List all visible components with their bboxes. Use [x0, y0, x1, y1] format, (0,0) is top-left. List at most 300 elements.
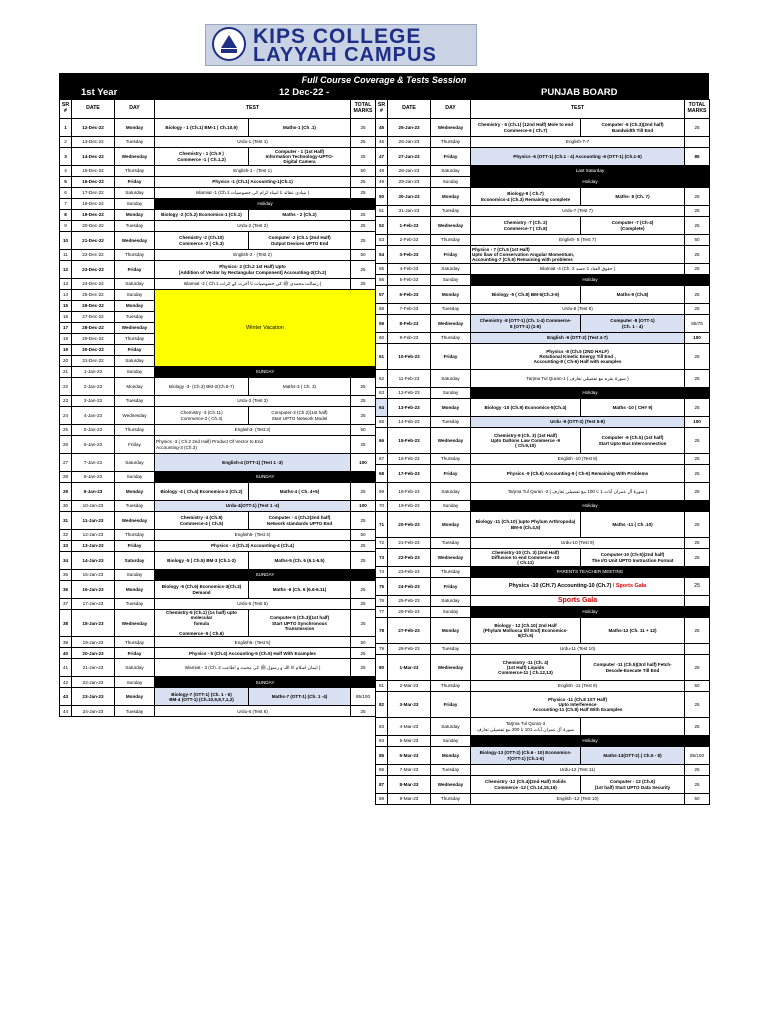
test-cell-secondary: Computer - 1 (1st Half) Information Technology-UPTO- Digital Camera [249, 148, 351, 166]
table-row [376, 177, 710, 188]
row-sr: 6 [60, 188, 72, 199]
row-sr: 32 [60, 530, 72, 541]
row-day: Wednesday [431, 655, 471, 681]
row-sr: 23 [60, 396, 72, 407]
row-marks: 50 [351, 166, 376, 177]
row-sr: 28 [60, 472, 72, 483]
row-sr: 3 [60, 148, 72, 166]
row-day: Sunday [431, 388, 471, 399]
schedule-subheader [59, 87, 709, 99]
test-cell-secondary: Maths-5 (Ch. 6 (6.1-6.5) [249, 552, 351, 570]
col-sr: SR # [60, 100, 72, 119]
test-cell: Urdu-5 (Test 5) [155, 599, 351, 610]
row-day: Tuesday [115, 221, 155, 232]
row-marks: 25 [351, 261, 376, 279]
college-name: KIPS COLLEGE [253, 25, 422, 48]
row-sr: 84 [376, 736, 388, 747]
row-sr: 22 [60, 378, 72, 396]
holiday-cell: Holiday [471, 388, 710, 399]
table-row [60, 483, 376, 501]
row-marks: 50 [351, 250, 376, 261]
table-row [376, 246, 710, 264]
row-marks: 25 [351, 148, 376, 166]
row-day: Friday [431, 578, 471, 596]
table-row [376, 206, 710, 217]
row-day: Thursday [431, 333, 471, 344]
col-marks: TOTAL MARKS [351, 100, 376, 119]
row-sr: 24 [60, 407, 72, 425]
table-row [376, 235, 710, 246]
table-row [376, 501, 710, 512]
test-cell: Physics -6 (OTT-1) (Ch.1 - 4) Accounting -6 (OTT-1) (Ch.1-5) [471, 148, 685, 166]
row-day: Tuesday [115, 599, 155, 610]
table-row [60, 677, 376, 688]
row-date: 25-Feb-23 [388, 596, 431, 607]
row-sr: 47 [376, 148, 388, 166]
row-day: Thursday [115, 166, 155, 177]
row-day: Tuesday [431, 304, 471, 315]
row-sr: 53 [376, 235, 388, 246]
row-marks: 25 [685, 304, 710, 315]
test-cell-primary: Biology -5 ( Ch.5) BM-3 (Ch.1-2) [155, 552, 249, 570]
row-day: Saturday [115, 279, 155, 290]
row-sr: 87 [376, 776, 388, 794]
row-sr: 64 [376, 399, 388, 417]
test-cell-primary: Chemistry -7 (Ch. 2) Commerce-7 ( Ch.8) [471, 217, 581, 235]
table-row [60, 148, 376, 166]
row-sr: 67 [376, 454, 388, 465]
schedule-title: Full Course Coverage & Tests Session [59, 73, 709, 87]
row-marks: 25 [351, 483, 376, 501]
row-day: Monday [115, 378, 155, 396]
row-marks: 50 [351, 425, 376, 436]
row-marks [685, 596, 710, 607]
row-date: 13-Jan-23 [72, 541, 115, 552]
row-marks: 25 [685, 578, 710, 596]
row-date: 21-Feb-23 [388, 538, 431, 549]
row-date: 15-Feb-23 [388, 428, 431, 454]
test-cell: English -9 (OTT-2) (Test 4-7) [471, 333, 685, 344]
row-date: 2-Jan-23 [72, 378, 115, 396]
test-cell: Physics - 4 (Ch.3) Accounting-4 (Ch.4) [155, 541, 351, 552]
row-date: 27-Jan-23 [388, 148, 431, 166]
test-cell: English-T-7 [471, 137, 685, 148]
test-cell-secondary: Maths-9 (Ch.8) [581, 286, 685, 304]
row-sr: 41 [60, 659, 72, 677]
table-row [376, 596, 710, 607]
table-row [60, 530, 376, 541]
table-row [60, 570, 376, 581]
test-cell: English3- (Test 3) [155, 425, 351, 436]
table-row [60, 472, 376, 483]
test-cell-primary: Chemistry -12 (Ch.4)(2nd Half) Solids Commerce -12 ( Ch.14,15,16) [471, 776, 581, 794]
row-marks: 50 [351, 530, 376, 541]
row-marks: 25 [351, 221, 376, 232]
row-sr: 57 [376, 286, 388, 304]
row-date: 21-Jan-23 [72, 659, 115, 677]
test-cell: Physics -10 (CH.7) Accounting-10 (Ch.7) / Sports Gala [471, 578, 685, 596]
table-row [376, 549, 710, 567]
test-cell: Urdu-4(OTT-1) (Test 1 -4) [155, 501, 351, 512]
row-sr: 5 [60, 177, 72, 188]
table-row [376, 655, 710, 681]
row-day: Monday [115, 301, 155, 312]
row-sr: 78 [376, 618, 388, 644]
row-marks: 25 [685, 655, 710, 681]
table-row [60, 706, 376, 717]
row-sr: 54 [376, 246, 388, 264]
row-sr: 76 [376, 596, 388, 607]
row-sr: 16 [60, 312, 72, 323]
row-marks: 25 [351, 648, 376, 659]
row-marks: 25 [351, 581, 376, 599]
row-day: Tuesday [115, 501, 155, 512]
test-cell-primary: Chemistry -11 (Ch. 4) (1st Half) Liquids Commerce-11 ( Ch.12,13) [471, 655, 581, 681]
row-sr: 72 [376, 538, 388, 549]
row-day: Friday [431, 148, 471, 166]
row-date: 7-Mar-23 [388, 765, 431, 776]
row-date: 5-Jan-23 [72, 425, 115, 436]
test-cell: Urdu-10 (Test 9) [471, 538, 685, 549]
test-cell: Urdu-6 (Test 6) [155, 706, 351, 717]
row-day: Sunday [115, 472, 155, 483]
row-sr: 74 [376, 567, 388, 578]
row-day: Monday [431, 618, 471, 644]
row-day: Thursday [431, 567, 471, 578]
table-row [60, 599, 376, 610]
table-row [376, 333, 710, 344]
row-sr: 55 [376, 264, 388, 275]
row-date: 2-Feb-23 [388, 235, 431, 246]
test-cell: Physics -3 ( Ch.2 2nd Half) Product Of Vector to End Accounting-3 (Ch.3) [155, 436, 351, 454]
row-date: 19-Feb-23 [388, 501, 431, 512]
test-cell: Urdu-3 (Test 3) [155, 396, 351, 407]
table-row [376, 618, 710, 644]
holiday-cell: SUNDAY [155, 472, 376, 483]
test-cell-primary: Biology -4 ( Ch.4) Economics-2 (Ch.2) [155, 483, 249, 501]
row-day: Monday [115, 581, 155, 599]
row-date: 8-Jan-23 [72, 472, 115, 483]
row-date: 18-Dec-22 [72, 199, 115, 210]
test-cell: English -11 (Test 9) [471, 681, 685, 692]
row-sr: 39 [60, 637, 72, 648]
table-row [60, 541, 376, 552]
row-day: Wednesday [115, 407, 155, 425]
row-day: Wednesday [115, 512, 155, 530]
row-marks: 25 [685, 217, 710, 235]
row-date: 3-Jan-23 [72, 396, 115, 407]
row-sr: 15 [60, 301, 72, 312]
row-date: 22-Jan-23 [72, 677, 115, 688]
table-row [60, 688, 376, 706]
row-date: 14-Dec-22 [72, 148, 115, 166]
row-marks: 50 [685, 235, 710, 246]
table-row [376, 747, 710, 765]
table-row [376, 370, 710, 388]
row-sr: 27 [60, 454, 72, 472]
table-row [60, 501, 376, 512]
table-row [376, 765, 710, 776]
test-cell: Islamiat -1 (Ch.1 بنیادی عقائد تا انبیاء کرام کی خصوصیات ) [155, 188, 351, 199]
row-date: 31-Dec-22 [72, 356, 115, 367]
row-date: 23-Dec-22 [72, 261, 115, 279]
row-day: Friday [115, 541, 155, 552]
test-cell: Physics -11 (Ch.8 1ST Half) Upto Interference Accounting-11 (Ch.8) Half With Examples [471, 692, 685, 718]
row-sr: 66 [376, 428, 388, 454]
table-row [376, 388, 710, 399]
col-day: DAY [115, 100, 155, 119]
row-marks: 25 [351, 407, 376, 425]
row-day: Tuesday [431, 538, 471, 549]
row-date: 12-Dec-22 [72, 119, 115, 137]
row-marks: 25 [351, 137, 376, 148]
test-cell-primary: Biology -9 ( Ch.8) BM-5(Ch.3-6) [471, 286, 581, 304]
test-cell-secondary: Maths -10 ( CH# 9) [581, 399, 685, 417]
row-day: Saturday [115, 659, 155, 677]
row-date: 8-Mar-23 [388, 776, 431, 794]
row-date: 22-Dec-22 [72, 250, 115, 261]
table-row [376, 304, 710, 315]
row-date: 27-Dec-22 [72, 312, 115, 323]
row-date: 6-Feb-23 [388, 286, 431, 304]
row-sr: 44 [60, 706, 72, 717]
row-day: Saturday [115, 356, 155, 367]
test-cell-secondary: Maths-7 (OTT-1) (Ch. 1 -4) [249, 688, 351, 706]
year-label: 1st Year [81, 87, 118, 98]
row-day: Saturday [431, 264, 471, 275]
row-sr: 85 [376, 747, 388, 765]
row-marks: 25 [351, 177, 376, 188]
row-marks: 25 [351, 188, 376, 199]
row-date: 30-Jan-23 [388, 188, 431, 206]
test-cell-secondary: Computer-3 (Ch.2)(1st half) Start UPTO Network Model [249, 407, 351, 425]
test-cell: English-4 (OTT-1) (Test 1 -3) [155, 454, 351, 472]
row-marks: 25 [685, 454, 710, 465]
row-day: Thursday [115, 530, 155, 541]
row-sr: 20 [60, 356, 72, 367]
row-date: 4-Mar-23 [388, 718, 431, 736]
table-row [376, 428, 710, 454]
row-sr: 62 [376, 370, 388, 388]
row-sr: 70 [376, 501, 388, 512]
row-marks: 25 [351, 436, 376, 454]
row-marks: 100 [685, 417, 710, 428]
row-date: 24-Jan-23 [72, 706, 115, 717]
row-marks: 85 [685, 148, 710, 166]
row-sr: 68 [376, 465, 388, 483]
row-sr: 69 [376, 483, 388, 501]
test-cell: Islamiat -4 (Ch. 2 حقوق العباد تا حسد ) [471, 264, 685, 275]
table-row [60, 552, 376, 570]
row-sr: 86 [376, 765, 388, 776]
test-cell-secondary: Computer -7 (Ch-4) (Complete) [581, 217, 685, 235]
row-marks: 25 [685, 399, 710, 417]
table-row [376, 119, 710, 137]
test-cell-primary: Chemistry-5 (Ch.1) (1s half) upto molecular fomula Commerce -5 ( Ch.6) [155, 610, 249, 637]
row-day: Sunday [115, 570, 155, 581]
row-marks [685, 137, 710, 148]
row-date: 9-Jan-23 [72, 483, 115, 501]
row-date: 22-Feb-23 [388, 549, 431, 567]
row-marks: 25 [685, 465, 710, 483]
row-day: Tuesday [431, 765, 471, 776]
row-day: Thursday [431, 681, 471, 692]
row-day: Friday [431, 465, 471, 483]
row-date: 6-Mar-23 [388, 747, 431, 765]
table-row [376, 538, 710, 549]
row-day: Tuesday [431, 417, 471, 428]
holiday-cell: Holiday [155, 199, 376, 210]
row-date: 13-Dec-22 [72, 137, 115, 148]
test-cell-primary: Chemistry -4 (Ch.8) Commerce-4 ( Ch.5) [155, 512, 249, 530]
row-sr: 1 [60, 119, 72, 137]
holiday-cell: SUNDAY [155, 367, 376, 378]
row-date: 23-Feb-23 [388, 567, 431, 578]
row-sr: 4 [60, 166, 72, 177]
row-sr: 18 [60, 334, 72, 345]
row-date: 14-Jan-23 [72, 552, 115, 570]
row-day: Thursday [431, 794, 471, 805]
table-row [376, 264, 710, 275]
row-date: 20-Jan-23 [72, 648, 115, 659]
test-cell: English5- (Test 4) [155, 530, 351, 541]
row-marks: 25 [685, 776, 710, 794]
row-date: 16-Dec-22 [72, 177, 115, 188]
row-date: 10-Feb-23 [388, 344, 431, 370]
row-sr: 75 [376, 578, 388, 596]
holiday-cell: PARENTS TEACHER MEETING [471, 567, 710, 578]
row-date: 17-Jan-23 [72, 599, 115, 610]
col-day: DAY [431, 100, 471, 119]
row-sr: 51 [376, 206, 388, 217]
holiday-cell: SUNDAY [155, 677, 376, 688]
row-date: 25-Dec-22 [72, 290, 115, 301]
holiday-cell: Holiday [471, 275, 710, 286]
row-marks: 25 [351, 610, 376, 637]
row-date: 10-Jan-23 [72, 501, 115, 512]
row-sr: 59 [376, 315, 388, 333]
row-marks: 25 [351, 659, 376, 677]
row-sr: 63 [376, 388, 388, 399]
row-day: Sunday [431, 736, 471, 747]
row-date: 12-Jan-23 [72, 530, 115, 541]
table-row [376, 166, 710, 177]
row-day: Sunday [115, 290, 155, 301]
row-marks: 100 [685, 333, 710, 344]
row-sr: 14 [60, 290, 72, 301]
row-sr: 42 [60, 677, 72, 688]
test-cell: English6- (Test 5) [155, 637, 351, 648]
start-date-label: 12 Dec-22 - [279, 87, 330, 98]
row-date: 15-Dec-22 [72, 166, 115, 177]
test-cell-secondary: Maths -6 (Ch. 6 (6.6-6.11) [249, 581, 351, 599]
row-day: Saturday [431, 370, 471, 388]
row-date: 25-Jan-23 [388, 119, 431, 137]
row-marks: 25 [351, 552, 376, 570]
row-day: Sunday [431, 607, 471, 618]
college-logo [205, 24, 475, 64]
row-day: Tuesday [115, 396, 155, 407]
col-date: DATE [72, 100, 115, 119]
col-test: TEST [471, 100, 685, 119]
table-row [376, 454, 710, 465]
row-date: 8-Feb-23 [388, 315, 431, 333]
table-row [60, 378, 376, 396]
row-date: 26-Jan-23 [388, 137, 431, 148]
row-day: Thursday [115, 637, 155, 648]
test-cell: Physics - 7 (Ch.5 (1st Half) Upto llaw of Conservation Angular Momentum, Accounting-7 (Ch.5) Remaining with problems [471, 246, 685, 264]
row-day: Thursday [115, 334, 155, 345]
test-cell-primary: Biology -2 (Ch.2) Economics-1 (Ch.1) [155, 210, 249, 221]
test-cell: Physics- 2 (Ch.2 1st Half) Upto [Addition of Vector by Rectangular Component] Accounting-2(Ch.2) [155, 261, 351, 279]
table-row [60, 290, 376, 301]
row-day: Tuesday [115, 706, 155, 717]
row-sr: 33 [60, 541, 72, 552]
table-row [376, 644, 710, 655]
row-date: 5-Mar-23 [388, 736, 431, 747]
test-cell-primary: Biology-8 ( Ch.7) Economics-4 (Ch.3) Remaining complete [471, 188, 581, 206]
row-day: Friday [431, 246, 471, 264]
test-cell: English-2 - (Test 2) [155, 250, 351, 261]
row-date: 26-Feb-23 [388, 607, 431, 618]
row-sr: 80 [376, 655, 388, 681]
test-cell-secondary: Maths-4 ( Ch. 4+5) [249, 483, 351, 501]
row-sr: 11 [60, 250, 72, 261]
row-day: Wednesday [115, 610, 155, 637]
row-day: Sunday [115, 367, 155, 378]
row-date: 28-Dec-22 [72, 323, 115, 334]
row-day: Monday [431, 188, 471, 206]
table-row [60, 396, 376, 407]
row-sr: 34 [60, 552, 72, 570]
row-sr: 8 [60, 210, 72, 221]
test-cell: Urdu-8 (Test 8) [471, 304, 685, 315]
row-date: 18-Jan-23 [72, 610, 115, 637]
sports-gala-label: / Sports Gala [611, 583, 647, 590]
table-row [376, 483, 710, 501]
row-date: 1-Jan-23 [72, 367, 115, 378]
row-date: 16-Feb-23 [388, 454, 431, 465]
table-row [376, 736, 710, 747]
row-date: 19-Dec-22 [72, 210, 115, 221]
table-row [60, 221, 376, 232]
row-date: 5-Feb-23 [388, 275, 431, 286]
test-cell: Tarjma Tul Quran -2 ( سورۃ آل عمران آیات 1 تا 100 مع تفصیلی تعارف ) [471, 483, 685, 501]
row-date: 23-Jan-23 [72, 688, 115, 706]
test-cell-secondary: Maths - 2 (Ch.2) [249, 210, 351, 221]
holiday-cell: Last Saturday [471, 166, 710, 177]
table-row [60, 436, 376, 454]
table-row [376, 344, 710, 370]
row-sr: 65 [376, 417, 388, 428]
row-sr: 73 [376, 549, 388, 567]
row-marks: 25 [351, 599, 376, 610]
schedule-table-right [375, 99, 710, 805]
row-date: 28-Feb-23 [388, 644, 431, 655]
col-marks: TOTAL MARKS [685, 100, 710, 119]
row-day: Sunday [431, 501, 471, 512]
row-date: 7-Feb-23 [388, 304, 431, 315]
col-sr: SR # [376, 100, 388, 119]
test-cell-primary: Biology -6 (Ch.6) Economics-3(Ch.3) Demand [155, 581, 249, 599]
row-date: 16-Jan-23 [72, 581, 115, 599]
row-date: 11-Feb-23 [388, 370, 431, 388]
table-row [60, 637, 376, 648]
row-marks: 25 [685, 483, 710, 501]
table-row [60, 210, 376, 221]
test-cell: Urdu-2 (Test 2) [155, 221, 351, 232]
row-date: 24-Dec-22 [72, 279, 115, 290]
